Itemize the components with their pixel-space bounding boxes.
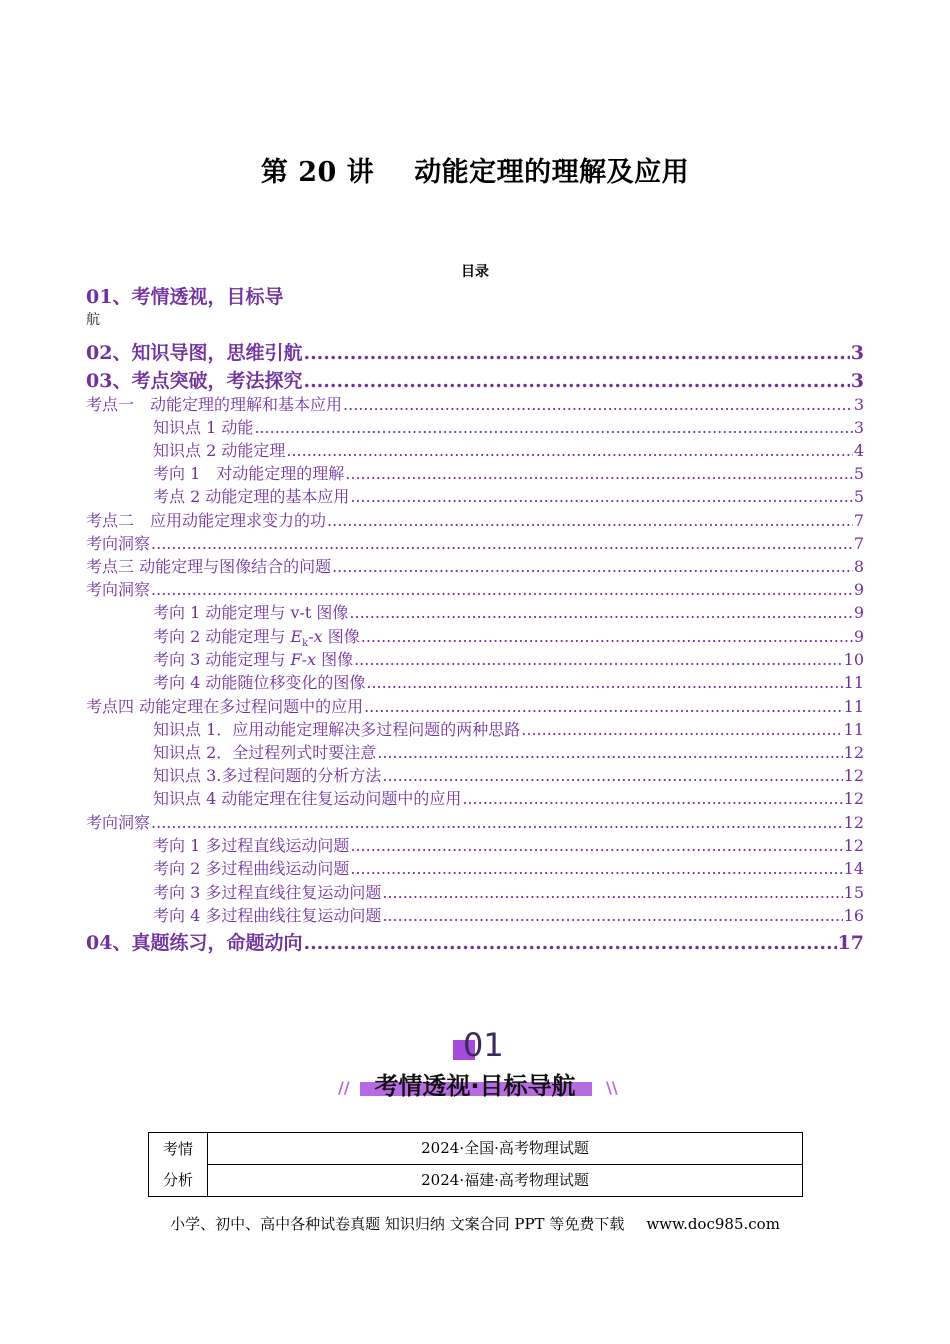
toc-page-number: 3: [853, 395, 864, 414]
title-lecture-number: 第 20 讲: [260, 157, 375, 188]
toc-entry-label: 考点三 动能定理与图像结合的问题: [86, 557, 332, 576]
page-footer: [0, 1213, 950, 1234]
toc-leader-dots: [286, 441, 852, 460]
toc-entry-label: 考向 1 动能定理与 v-t 图像: [153, 603, 349, 622]
toc-entry-label: 知识点 1 动能: [153, 418, 254, 437]
toc-leader-dots: [361, 627, 853, 646]
toc-page-number: 12: [843, 789, 864, 808]
toc-entry[interactable]: [153, 600, 864, 623]
toc-entry-wrap: 航: [86, 312, 100, 328]
toc-leader-dots: [350, 836, 842, 855]
row-header-line: 分析: [162, 1170, 193, 1189]
toc-page-number: 16: [843, 906, 864, 925]
toc-page-number: 3: [853, 418, 864, 437]
toc-leader-dots: [151, 813, 843, 832]
toc-page-number: 9: [853, 603, 864, 622]
exam-analysis-table: [148, 1132, 803, 1197]
toc-entry-label: 02、知识导图，思维引航: [86, 342, 303, 364]
toc-entry[interactable]: [86, 928, 864, 955]
toc-entry[interactable]: [153, 786, 864, 809]
toc-entry[interactable]: [86, 508, 864, 531]
toc-entry-label: 知识点 4 动能定理在往复运动问题中的应用: [153, 789, 462, 808]
toc-entry[interactable]: [153, 880, 864, 903]
toc-entry-label: 考点二 应用动能定理求变力的功: [86, 511, 327, 530]
toc-page-number: 9: [853, 627, 864, 646]
toc-entry-label: 知识点 2．全过程列式时要注意: [153, 743, 377, 762]
toc-page-number: 5: [853, 487, 864, 506]
toc-entry-label: 知识点 1．应用动能定理解决多过程问题的两种思路: [153, 720, 521, 739]
row-header-line: 考情: [162, 1139, 193, 1158]
toc-entry[interactable]: [153, 833, 864, 856]
toc-entry[interactable]: [86, 694, 864, 717]
toc-entry[interactable]: [153, 415, 864, 438]
toc-leader-dots: [303, 370, 849, 392]
toc-entry-label: 考向洞察: [86, 580, 151, 599]
toc-entry-label: 04、真题练习，命题动向: [86, 932, 303, 954]
toc-heading: 目录: [461, 264, 489, 280]
toc-page-number: 3: [850, 370, 864, 392]
toc-leader-dots: [382, 766, 842, 785]
toc-page-number: 14: [843, 859, 864, 878]
toc-leader-dots: [254, 418, 852, 437]
toc-entry[interactable]: [86, 577, 864, 600]
toc-page-number: 7: [853, 511, 864, 530]
toc-entry[interactable]: [153, 484, 864, 507]
table-cell: 2024·福建·高考物理试题: [208, 1165, 803, 1197]
toc-entry[interactable]: [153, 670, 864, 693]
toc-page-number: 4: [853, 441, 864, 460]
toc-entry[interactable]: [86, 531, 864, 554]
toc-leader-dots: [343, 395, 853, 414]
toc-entry[interactable]: [153, 903, 864, 926]
table-row: [149, 1165, 803, 1197]
toc-leader-dots: [350, 859, 842, 878]
toc-entry[interactable]: [86, 392, 864, 415]
toc-leader-dots: [462, 789, 842, 808]
toc-entry-label: 考向 4 动能随位移变化的图像: [153, 673, 366, 692]
toc-entry[interactable]: [86, 366, 864, 393]
toc-page-number: 10: [843, 650, 864, 669]
toc-page-number: 12: [843, 836, 864, 855]
toc-entry[interactable]: [86, 338, 864, 365]
toc-entry[interactable]: [153, 763, 864, 786]
table-row-header: [149, 1133, 208, 1197]
toc-entry-first[interactable]: [86, 282, 864, 309]
banner-left-slashes: //: [338, 1078, 350, 1097]
toc-leader-dots: [350, 487, 852, 506]
toc-entry[interactable]: [153, 740, 864, 763]
toc-entry-label: 01、考情透视，目标导: [86, 286, 284, 308]
banner-right-slashes: \\: [606, 1078, 618, 1097]
toc-leader-dots: [521, 720, 842, 739]
toc-leader-dots: [345, 464, 853, 483]
toc-entry-label: 考向 4 多过程曲线往复运动问题: [153, 906, 382, 925]
toc-leader-dots: [332, 557, 853, 576]
footer-text: 小学、初中、高中各种试卷真题 知识归纳 文案合同 PPT 等免费下载: [170, 1215, 625, 1233]
banner-number: 01: [463, 1026, 504, 1064]
toc-leader-dots: [354, 650, 843, 669]
toc-entry[interactable]: [153, 461, 864, 484]
toc-page-number: 12: [843, 743, 864, 762]
toc-page-number: 11: [843, 673, 864, 692]
toc-entry[interactable]: [153, 438, 864, 461]
toc-entry-label: 考向 1 多过程直线运动问题: [153, 836, 350, 855]
toc-entry-label: 考向洞察: [86, 534, 151, 553]
title-topic: 动能定理的理解及应用: [414, 157, 690, 188]
toc-page-number: 11: [843, 697, 864, 716]
toc-entry-label: 考向 1 对动能定理的理解: [153, 464, 345, 483]
toc-leader-dots: [151, 580, 853, 599]
toc-page-number: 7: [853, 534, 864, 553]
toc-page-number: 9: [853, 580, 864, 599]
toc-page-number: 3: [850, 342, 864, 364]
toc-leader-dots: [349, 603, 852, 622]
toc-leader-dots: [382, 883, 842, 902]
toc-entry-label: 考点 2 动能定理的基本应用: [153, 487, 350, 506]
banner-title: 考情透视·目标导航: [374, 1072, 576, 1100]
toc-leader-dots: [364, 697, 843, 716]
section-banner: [330, 1026, 620, 1106]
toc-entry-label: 考向洞察: [86, 813, 151, 832]
toc-page-number: 5: [853, 464, 864, 483]
toc-entry[interactable]: [86, 554, 864, 577]
toc-entry[interactable]: [86, 810, 864, 833]
toc-page-number: 12: [843, 766, 864, 785]
table-cell: 2024·全国·高考物理试题: [208, 1133, 803, 1165]
toc-entry[interactable]: [153, 717, 864, 740]
toc-entry[interactable]: [153, 856, 864, 879]
toc-leader-dots: [366, 673, 842, 692]
toc-entry-label: 考向 2 动能定理与 $E_k-x$ 图像: [153, 627, 360, 650]
toc-entry-label: 知识点 3.多过程问题的分析方法: [153, 766, 382, 785]
toc-entry-label: 考向 3 动能定理与 F-x 图像: [153, 650, 354, 669]
toc-leader-dots: [151, 534, 853, 553]
document-title: [0, 150, 950, 189]
toc-page-number: 17: [837, 932, 864, 954]
toc-entry-label: 考向 2 多过程曲线运动问题: [153, 859, 350, 878]
toc-leader-dots: [303, 932, 836, 954]
toc-page-number: 8: [853, 557, 864, 576]
toc-entry[interactable]: [153, 624, 864, 649]
toc-entry-label: 03、考点突破，考法探究: [86, 370, 303, 392]
toc-entry[interactable]: [153, 647, 864, 670]
toc-page-number: 15: [843, 883, 864, 902]
toc-entry-label: 考点四 动能定理在多过程问题中的应用: [86, 697, 364, 716]
toc-leader-dots: [303, 342, 849, 364]
toc-page-number: 12: [843, 813, 864, 832]
toc-page-number: 11: [843, 720, 864, 739]
table-row: [149, 1133, 803, 1165]
toc-entry-label: 考点一 动能定理的理解和基本应用: [86, 395, 343, 414]
toc-leader-dots: [377, 743, 842, 762]
toc-leader-dots: [327, 511, 853, 530]
toc-leader-dots: [382, 906, 842, 925]
footer-site: www.doc985.com: [646, 1215, 780, 1233]
toc-entry-label: 考向 3 多过程直线往复运动问题: [153, 883, 382, 902]
toc-entry-label: 知识点 2 动能定理: [153, 441, 286, 460]
